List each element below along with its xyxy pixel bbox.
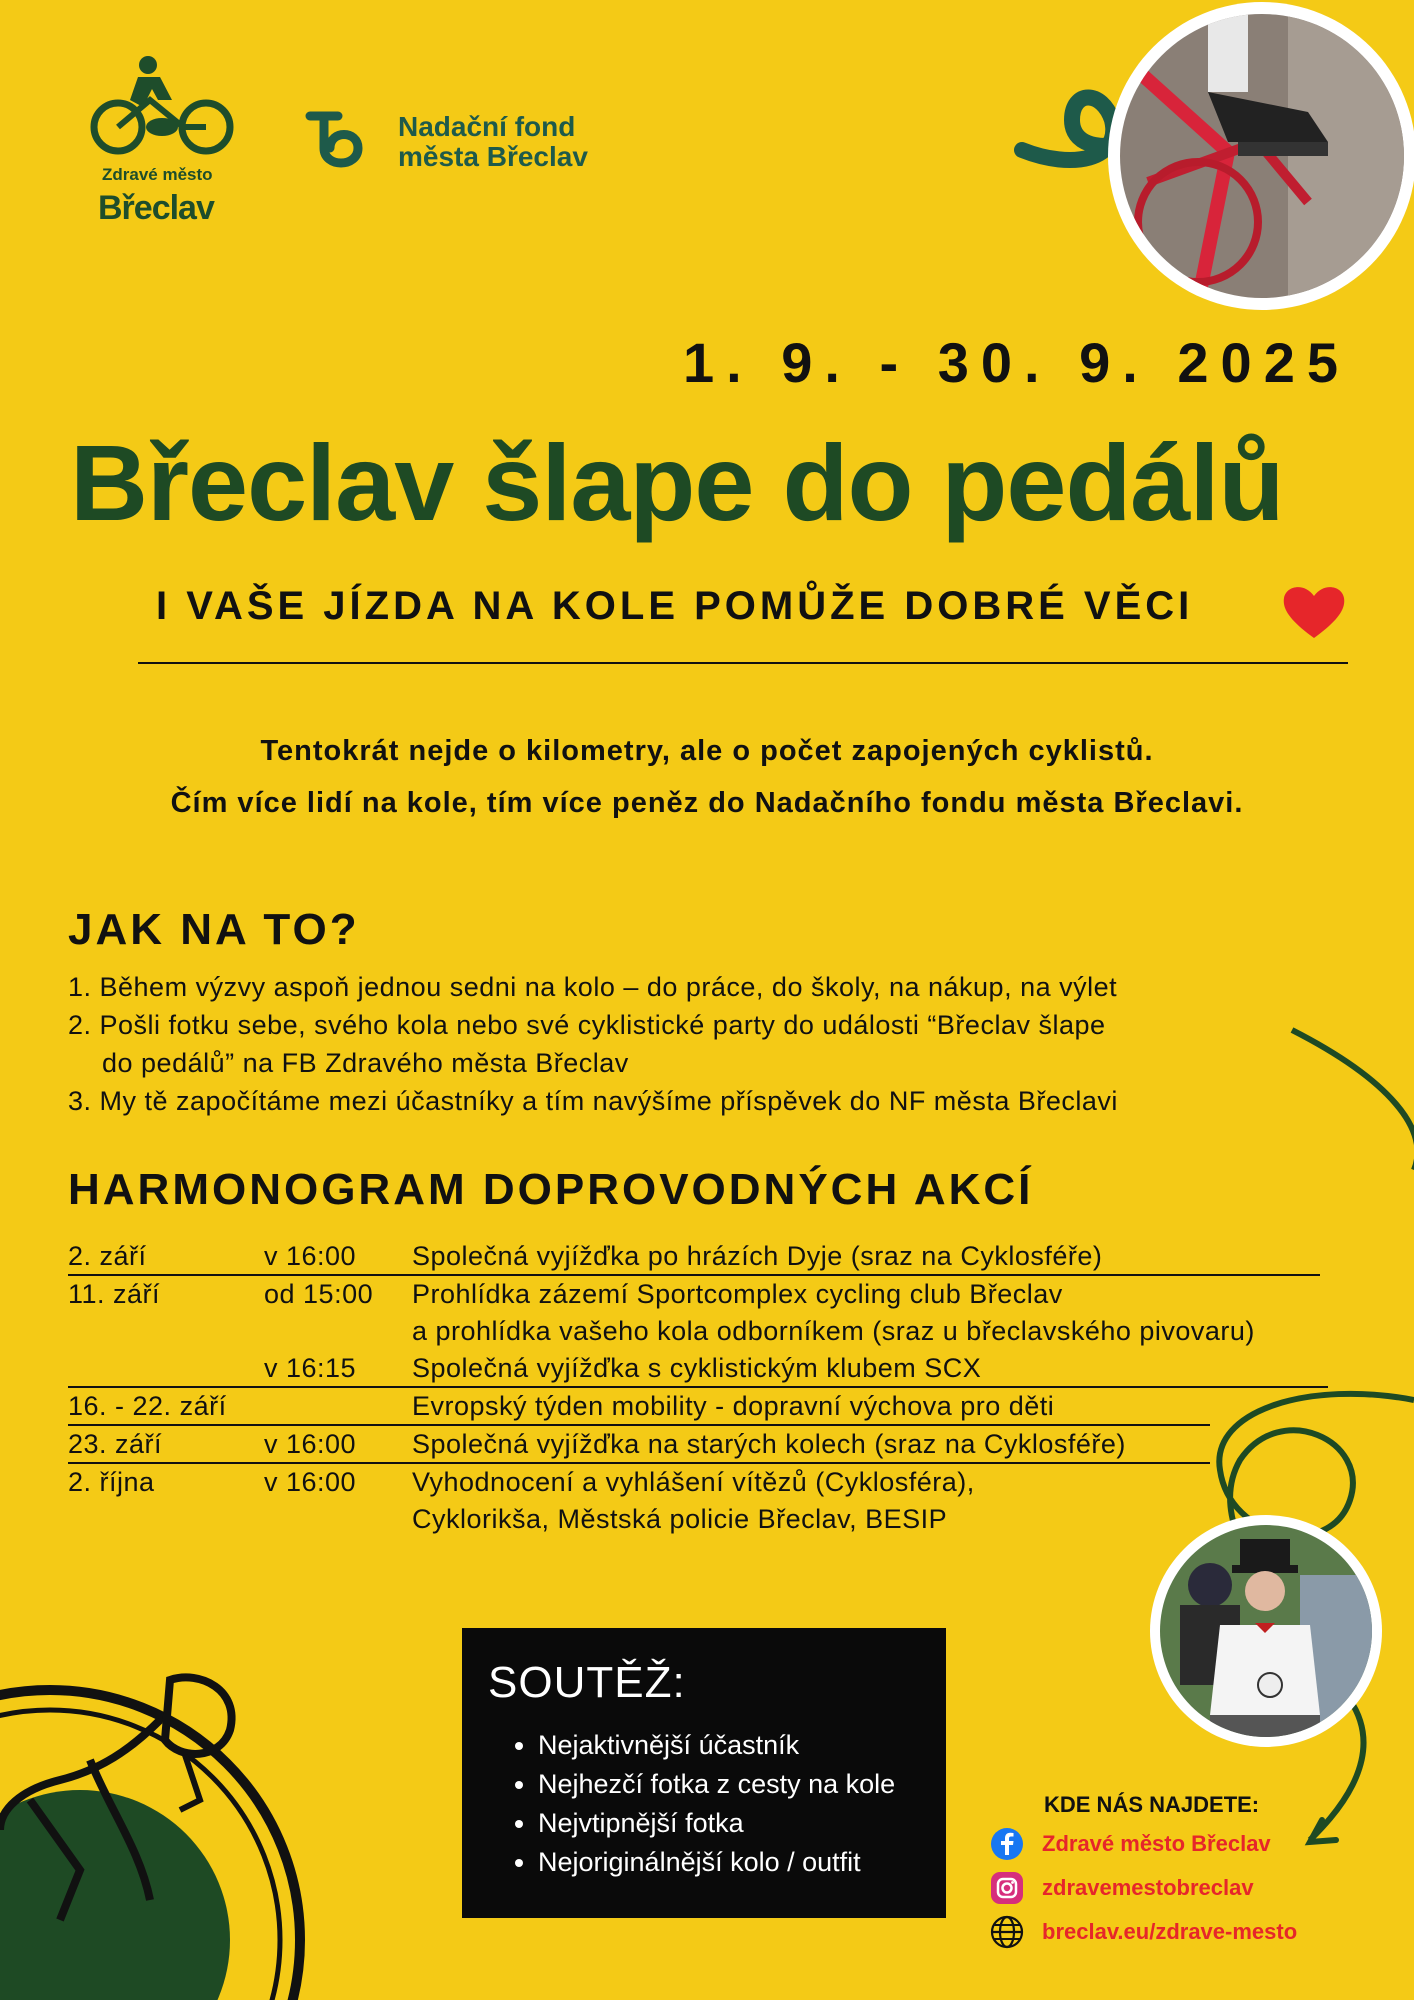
contact-web-label[interactable]: breclav.eu/zdrave-mesto [1042, 1919, 1298, 1944]
heart-icon [1282, 584, 1346, 640]
event-date: 1. 9. - 30. 9. 2025 [683, 331, 1350, 394]
intro-line-2: Čím více lidí na kole, tím více peněz do Nadačního fondu města Břeclavi. [170, 787, 1244, 819]
schedule-date: 23. září [68, 1429, 163, 1459]
schedule-text: Společná vyjížďka po hrázích Dyje (sraz na Cyklosféře) [412, 1241, 1103, 1271]
contact-facebook[interactable] [990, 1826, 1271, 1862]
intro-text [0, 725, 1414, 829]
step-2: 2. Pošli fotku sebe, svého kola nebo své cyklistické party do události “Břeclav šlape [68, 1010, 1106, 1040]
step-2-continued: do pedálů” na FB Zdravého města Břeclav [102, 1048, 629, 1078]
competition-box [462, 1628, 946, 1918]
schedule-time: od 15:00 [264, 1279, 374, 1309]
schedule-text: Cyklorikša, Městská policie Břeclav, BESIP [412, 1504, 948, 1534]
schedule-date: 2. září [68, 1241, 147, 1271]
schedule-time: v 16:00 [264, 1467, 357, 1497]
schedule-time: v 16:00 [264, 1429, 357, 1459]
logo-zdrave-small-text: Zdravé město [102, 165, 213, 184]
schedule-divider [68, 1424, 1210, 1426]
cyclist-logo-icon [88, 55, 238, 160]
schedule-time: v 16:15 [264, 1353, 357, 1383]
harmonogram-heading: HARMONOGRAM DOPROVODNÝCH AKCÍ [68, 1165, 1034, 1214]
schedule-text: Prohlídka zázemí Sportcomplex cycling club Břeclav [412, 1279, 1063, 1309]
logo-zdrave-mesto [88, 55, 238, 235]
contact-web[interactable] [990, 1914, 1297, 1950]
schedule-date: 2. října [68, 1467, 155, 1497]
instagram-icon [990, 1871, 1024, 1905]
contact-instagram-label[interactable]: zdravemestobreclav [1042, 1875, 1254, 1900]
intro-line-1: Tentokrát nejde o kilometry, ale o počet zapojených cyklistů. [260, 735, 1154, 767]
steps-list [68, 968, 1118, 1120]
schedule-divider [68, 1274, 1320, 1276]
schedule-text: Společná vyjížďka s cyklistickým klubem SCX [412, 1353, 982, 1383]
step-3: 3. My tě započítáme mezi účastníky a tím navýšíme příspěvek do NF města Břeclavi [68, 1086, 1118, 1116]
step-1: 1. Během výzvy aspoň jednou sedni na kolo – do práce, do školy, na nákup, na výlet [68, 972, 1118, 1002]
nadacni-fond-logo-icon [300, 104, 370, 174]
logo-nadacni-line1: Nadační fond [398, 111, 576, 142]
schedule-date: 11. září [68, 1279, 161, 1309]
divider [138, 662, 1348, 664]
schedule-date: 16. - 22. září [68, 1391, 227, 1421]
schedule-divider [68, 1386, 1328, 1388]
contacts-heading: KDE NÁS NAJDETE: [1044, 1792, 1260, 1817]
contact-facebook-label[interactable]: Zdravé město Břeclav [1042, 1831, 1271, 1856]
competition-item: • Nejaktivnější účastník [538, 1726, 946, 1765]
photo-bicycle-pedal [1108, 2, 1414, 310]
logo-nadacni-line2: města Břeclav [398, 141, 588, 172]
competition-list [488, 1726, 946, 1882]
page-title: Břeclav šlape do pedálů [70, 422, 1284, 543]
facebook-icon [990, 1827, 1024, 1861]
globe-icon [990, 1915, 1024, 1949]
competition-heading: SOUTĚŽ: [488, 1658, 686, 1707]
logo-zdrave-big-text: Břeclav [98, 189, 214, 227]
schedule-text: Evropský týden mobility - dopravní výchova pro děti [412, 1391, 1055, 1421]
schedule-text: Vyhodnocení a vyhlášení vítězů (Cyklosféra), [412, 1467, 975, 1497]
competition-item: • Nejvtipnější fotka [538, 1804, 946, 1843]
contact-instagram[interactable] [990, 1870, 1254, 1906]
competition-item: • Nejoriginálnější kolo / outfit [538, 1843, 946, 1882]
schedule-divider [68, 1462, 1210, 1464]
logo-nadacni-fond [300, 100, 630, 180]
schedule-time: v 16:00 [264, 1241, 357, 1271]
photo-cyclist-man [1150, 1515, 1382, 1747]
how-heading: JAK NA TO? [68, 905, 360, 954]
competition-item: • Nejhezčí fotka z cesty na kole [538, 1765, 946, 1804]
cyclist-illustration-icon [0, 1660, 320, 2000]
page-subtitle: I VAŠE JÍZDA NA KOLE POMŮŽE DOBRÉ VĚCI [156, 584, 1194, 628]
schedule-text: Společná vyjížďka na starých kolech (sraz na Cyklosféře) [412, 1429, 1126, 1459]
schedule-text: a prohlídka vašeho kola odborníkem (sraz u břeclavského pivovaru) [412, 1316, 1255, 1346]
